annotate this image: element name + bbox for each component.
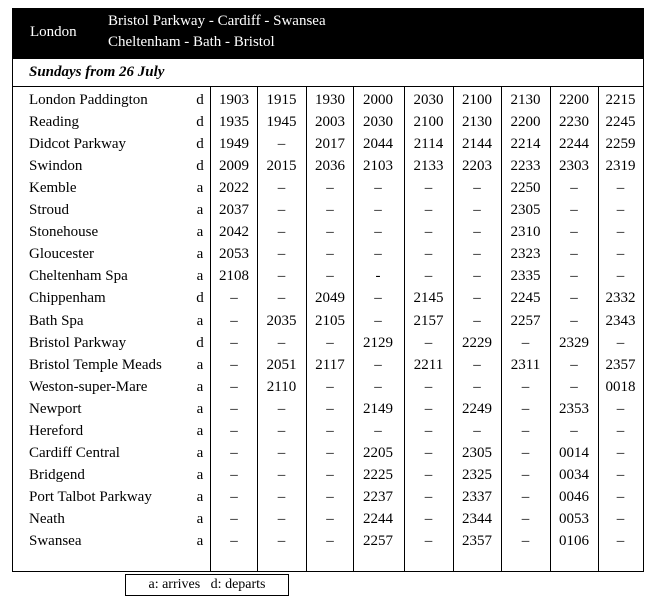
station-name: Hereford xyxy=(29,422,84,439)
time-cell: 1930 xyxy=(315,92,345,108)
table-row xyxy=(13,398,643,420)
time-cell: – xyxy=(616,202,625,219)
time-cell: – xyxy=(277,533,286,549)
time-cell: 2305 xyxy=(462,444,492,461)
arrive-depart-code: a xyxy=(196,533,204,549)
time-cell: 2305 xyxy=(510,202,541,219)
time-cell: 2017 xyxy=(315,136,345,153)
arrive-depart-code: a xyxy=(196,400,204,417)
time-cell: – xyxy=(521,400,530,417)
table-row xyxy=(13,287,643,309)
station-name: Reading xyxy=(29,114,79,131)
time-cell: – xyxy=(473,202,481,219)
time-cell: – xyxy=(326,488,334,505)
time-cell: 2257 xyxy=(363,533,393,549)
table-row xyxy=(13,265,643,287)
time-cell: – xyxy=(326,202,334,219)
time-cell: 1945 xyxy=(266,114,297,131)
arrive-depart-code: a xyxy=(196,202,204,219)
time-cell: – xyxy=(277,202,286,219)
time-cell: 2215 xyxy=(605,92,636,108)
time-cell: – xyxy=(374,290,382,307)
time-cell: – xyxy=(374,202,382,219)
time-cell: – xyxy=(277,268,286,285)
arrive-depart-code: a xyxy=(196,510,204,527)
time-cell: – xyxy=(473,246,481,263)
time-cell: 2329 xyxy=(559,334,589,351)
station-name: London Paddington xyxy=(29,92,148,108)
time-cell: 2030 xyxy=(363,114,393,131)
time-cell: – xyxy=(424,400,433,417)
legend-box xyxy=(125,574,289,596)
time-cell: 2157 xyxy=(413,312,444,329)
station-name: Port Talbot Parkway xyxy=(29,488,152,505)
time-cell: 2053 xyxy=(219,246,249,263)
time-cell: 2259 xyxy=(605,136,636,153)
time-cell: – xyxy=(424,444,433,461)
time-cell: 2200 xyxy=(510,114,541,131)
time-cell: – xyxy=(326,533,334,549)
time-cell: 0014 xyxy=(559,444,589,461)
time-cell: – xyxy=(277,290,286,307)
time-cell: – xyxy=(424,224,433,241)
time-cell: – xyxy=(230,400,238,417)
time-cell: 2245 xyxy=(510,290,541,307)
arrive-depart-code: a xyxy=(196,180,204,197)
table-row xyxy=(13,354,643,376)
time-cell: 2110 xyxy=(266,378,297,395)
time-cell: – xyxy=(616,422,625,439)
time-cell: – xyxy=(230,312,238,329)
time-cell: – xyxy=(616,224,625,241)
table-row xyxy=(13,486,643,508)
time-cell: – xyxy=(616,400,625,417)
station-name: Gloucester xyxy=(29,246,94,263)
time-cell: – xyxy=(473,290,481,307)
time-cell: – xyxy=(424,246,433,263)
arrive-depart-code: d xyxy=(196,334,204,351)
time-cell: 2229 xyxy=(462,334,492,351)
table-row xyxy=(13,221,643,243)
time-cell: 2325 xyxy=(462,466,492,483)
time-cell: 2145 xyxy=(413,290,444,307)
time-cell: – xyxy=(277,488,286,505)
time-cell: – xyxy=(424,180,433,197)
time-cell: – xyxy=(424,334,433,351)
time-cell: 2249 xyxy=(462,400,492,417)
time-cell: – xyxy=(424,268,433,285)
time-cell: – xyxy=(230,334,238,351)
time-cell: – xyxy=(326,224,334,241)
time-cell: 0034 xyxy=(559,466,589,483)
time-cell: 0053 xyxy=(559,510,589,527)
time-cell: – xyxy=(326,400,334,417)
time-cell: – xyxy=(230,378,238,395)
time-cell: – xyxy=(424,202,433,219)
station-name: Stroud xyxy=(29,202,70,219)
station-name: Cardiff Central xyxy=(29,444,120,461)
arrive-depart-code: a xyxy=(196,268,204,285)
time-cell: – xyxy=(424,378,433,395)
time-cell: 2100 xyxy=(462,92,492,108)
time-cell: – xyxy=(424,510,433,527)
station-name: Swindon xyxy=(29,158,83,175)
time-cell: 2353 xyxy=(559,400,589,417)
time-cell: – xyxy=(326,444,334,461)
time-cell: – xyxy=(521,533,530,549)
time-cell: 2129 xyxy=(363,334,393,351)
table-row xyxy=(13,89,643,111)
time-cell: – xyxy=(616,466,625,483)
time-cell: – xyxy=(374,378,382,395)
time-cell: 2332 xyxy=(605,290,636,307)
station-name: Swansea xyxy=(29,533,82,549)
time-cell: – xyxy=(277,422,286,439)
table-row xyxy=(13,530,643,552)
time-cell: 2022 xyxy=(219,180,249,197)
time-cell: – xyxy=(616,334,625,351)
timetable-body xyxy=(13,87,643,571)
time-cell: - xyxy=(375,268,381,285)
time-cell: 2051 xyxy=(266,356,297,373)
table-row xyxy=(13,243,643,265)
station-name: Kemble xyxy=(29,180,77,197)
time-cell: – xyxy=(277,246,286,263)
table-row xyxy=(13,133,643,155)
arrive-depart-code: a xyxy=(196,378,204,395)
time-cell: – xyxy=(374,224,382,241)
time-cell: 1935 xyxy=(219,114,249,131)
time-cell: 2357 xyxy=(605,356,636,373)
arrive-depart-code: d xyxy=(196,92,204,108)
time-cell: – xyxy=(570,356,578,373)
arrive-depart-code: a xyxy=(196,466,204,483)
time-cell: – xyxy=(424,422,433,439)
time-cell: – xyxy=(521,422,530,439)
time-cell: – xyxy=(616,268,625,285)
time-cell: – xyxy=(326,334,334,351)
time-cell: – xyxy=(230,510,238,527)
time-cell: – xyxy=(570,224,578,241)
time-cell: – xyxy=(326,180,334,197)
time-cell: 2149 xyxy=(363,400,393,417)
time-cell: 2200 xyxy=(559,92,589,108)
table-row xyxy=(13,508,643,530)
time-cell: – xyxy=(616,510,625,527)
time-cell: – xyxy=(374,312,382,329)
time-cell: 2237 xyxy=(363,488,393,505)
time-cell: – xyxy=(473,312,481,329)
time-cell: 2117 xyxy=(315,356,345,373)
time-cell: – xyxy=(473,268,481,285)
time-cell: – xyxy=(570,268,578,285)
time-cell: 2000 xyxy=(363,92,393,108)
table-row xyxy=(13,442,643,464)
time-cell: – xyxy=(230,422,238,439)
time-cell: – xyxy=(521,334,530,351)
station-name: Didcot Parkway xyxy=(29,136,127,153)
header-origin: London xyxy=(30,24,77,40)
time-cell: 2009 xyxy=(219,158,249,175)
time-cell: – xyxy=(374,422,382,439)
time-cell: 2343 xyxy=(605,312,636,329)
time-cell: 2036 xyxy=(315,158,345,175)
station-name: Stonehouse xyxy=(29,224,99,241)
time-cell: 2130 xyxy=(462,114,492,131)
time-cell: – xyxy=(424,488,433,505)
table-row xyxy=(13,177,643,199)
time-cell: – xyxy=(616,488,625,505)
time-cell: – xyxy=(326,246,334,263)
time-cell: – xyxy=(616,180,625,197)
time-cell: 2335 xyxy=(510,268,541,285)
timetable xyxy=(12,8,644,572)
time-cell: 0106 xyxy=(559,533,589,549)
time-cell: – xyxy=(374,356,382,373)
time-cell: – xyxy=(473,356,481,373)
time-cell: – xyxy=(326,378,334,395)
time-cell: 1915 xyxy=(266,92,297,108)
timetable-subtitle xyxy=(13,59,643,87)
arrive-depart-code: a xyxy=(196,444,204,461)
arrive-depart-code: a xyxy=(196,312,204,329)
time-cell: 2108 xyxy=(219,268,249,285)
time-cell: 2130 xyxy=(510,92,541,108)
station-name: Weston-super-Mare xyxy=(29,378,148,395)
station-name: Bristol Parkway xyxy=(29,334,127,351)
arrive-depart-code: a xyxy=(196,224,204,241)
time-cell: – xyxy=(277,466,286,483)
time-cell: – xyxy=(277,510,286,527)
station-name: Chippenham xyxy=(29,290,106,307)
time-cell: 2310 xyxy=(510,224,541,241)
station-name: Bridgend xyxy=(29,466,85,483)
time-cell: 2250 xyxy=(510,180,541,197)
time-cell: 2233 xyxy=(510,158,541,175)
table-row xyxy=(13,310,643,332)
time-cell: – xyxy=(277,334,286,351)
time-cell: 2303 xyxy=(559,158,589,175)
time-cell: 2003 xyxy=(315,114,345,131)
time-cell: – xyxy=(570,422,578,439)
table-row xyxy=(13,111,643,133)
time-cell: 2105 xyxy=(315,312,345,329)
time-cell: – xyxy=(230,356,238,373)
station-name: Bristol Temple Meads xyxy=(29,356,162,373)
timetable-header xyxy=(13,9,643,59)
arrive-depart-code: d xyxy=(196,290,204,307)
arrive-depart-code: a xyxy=(196,422,204,439)
time-cell: 2357 xyxy=(462,533,492,549)
time-cell: 2030 xyxy=(413,92,444,108)
time-cell: – xyxy=(424,533,433,549)
time-cell: 2133 xyxy=(413,158,444,175)
time-cell: – xyxy=(570,378,578,395)
arrive-depart-code: d xyxy=(196,114,204,131)
time-cell: 1949 xyxy=(219,136,249,153)
time-cell: 1903 xyxy=(219,92,249,108)
table-row xyxy=(13,199,643,221)
time-cell: 0046 xyxy=(559,488,589,505)
station-name: Newport xyxy=(29,400,82,417)
time-cell: – xyxy=(326,510,334,527)
time-cell: 2144 xyxy=(462,136,492,153)
time-cell: 2035 xyxy=(266,312,297,329)
time-cell: – xyxy=(570,246,578,263)
time-cell: 2042 xyxy=(219,224,249,241)
header-route-line1: Bristol Parkway - Cardiff - Swansea xyxy=(108,13,326,29)
time-cell: 0018 xyxy=(605,378,636,395)
time-cell: 2257 xyxy=(510,312,541,329)
time-cell: 2037 xyxy=(219,202,249,219)
arrive-depart-code: d xyxy=(196,158,204,175)
arrive-depart-code: a xyxy=(196,246,204,263)
time-cell: 2319 xyxy=(605,158,636,175)
time-cell: – xyxy=(326,268,334,285)
time-cell: 2225 xyxy=(363,466,393,483)
time-cell: – xyxy=(230,444,238,461)
time-cell: 2211 xyxy=(413,356,444,373)
time-cell: – xyxy=(277,400,286,417)
time-cell: – xyxy=(374,246,382,263)
legend-text: a: arrives d: departs xyxy=(148,577,266,592)
arrive-depart-code: a xyxy=(196,488,204,505)
subtitle-text: Sundays from 26 July xyxy=(29,64,165,80)
time-cell: 2245 xyxy=(605,114,636,131)
time-cell: 2244 xyxy=(363,510,393,527)
time-cell: – xyxy=(570,290,578,307)
time-cell: 2203 xyxy=(462,158,492,175)
time-cell: – xyxy=(473,180,481,197)
time-cell: – xyxy=(521,444,530,461)
time-cell: – xyxy=(277,136,286,153)
time-cell: – xyxy=(616,246,625,263)
time-cell: 2015 xyxy=(266,158,297,175)
time-cell: – xyxy=(326,422,334,439)
time-cell: 2230 xyxy=(559,114,589,131)
time-cell: – xyxy=(277,444,286,461)
table-row xyxy=(13,376,643,398)
arrive-depart-code: a xyxy=(196,356,204,373)
arrive-depart-code: d xyxy=(196,136,204,153)
time-cell: 2103 xyxy=(363,158,393,175)
time-cell: – xyxy=(521,378,530,395)
table-row xyxy=(13,464,643,486)
time-cell: 2344 xyxy=(462,510,492,527)
time-cell: – xyxy=(473,378,481,395)
header-route-line2: Cheltenham - Bath - Bristol xyxy=(108,34,275,50)
time-cell: 2049 xyxy=(315,290,345,307)
table-row xyxy=(13,155,643,177)
station-name: Neath xyxy=(29,510,65,527)
station-name: Cheltenham Spa xyxy=(29,268,128,285)
time-cell: 2214 xyxy=(510,136,541,153)
time-cell: – xyxy=(570,202,578,219)
time-cell: – xyxy=(230,533,238,549)
time-cell: – xyxy=(616,533,625,549)
time-cell: 2311 xyxy=(510,356,541,373)
time-cell: 2205 xyxy=(363,444,393,461)
time-cell: – xyxy=(570,180,578,197)
time-cell: – xyxy=(230,290,238,307)
time-cell: – xyxy=(230,466,238,483)
table-row xyxy=(13,332,643,354)
time-cell: – xyxy=(521,488,530,505)
time-cell: – xyxy=(521,466,530,483)
time-cell: – xyxy=(521,510,530,527)
time-cell: – xyxy=(473,422,481,439)
station-name: Bath Spa xyxy=(29,312,84,329)
time-cell: – xyxy=(326,466,334,483)
table-row xyxy=(13,420,643,442)
time-cell: – xyxy=(277,180,286,197)
time-cell: – xyxy=(277,224,286,241)
time-cell: – xyxy=(424,466,433,483)
time-cell: 2244 xyxy=(559,136,589,153)
time-cell: – xyxy=(473,224,481,241)
time-cell: – xyxy=(230,488,238,505)
time-cell: 2323 xyxy=(510,246,541,263)
time-cell: 2337 xyxy=(462,488,492,505)
time-cell: – xyxy=(616,444,625,461)
time-cell: 2114 xyxy=(413,136,444,153)
time-cell: 2044 xyxy=(363,136,393,153)
time-cell: – xyxy=(374,180,382,197)
time-cell: 2100 xyxy=(413,114,444,131)
time-cell: – xyxy=(570,312,578,329)
